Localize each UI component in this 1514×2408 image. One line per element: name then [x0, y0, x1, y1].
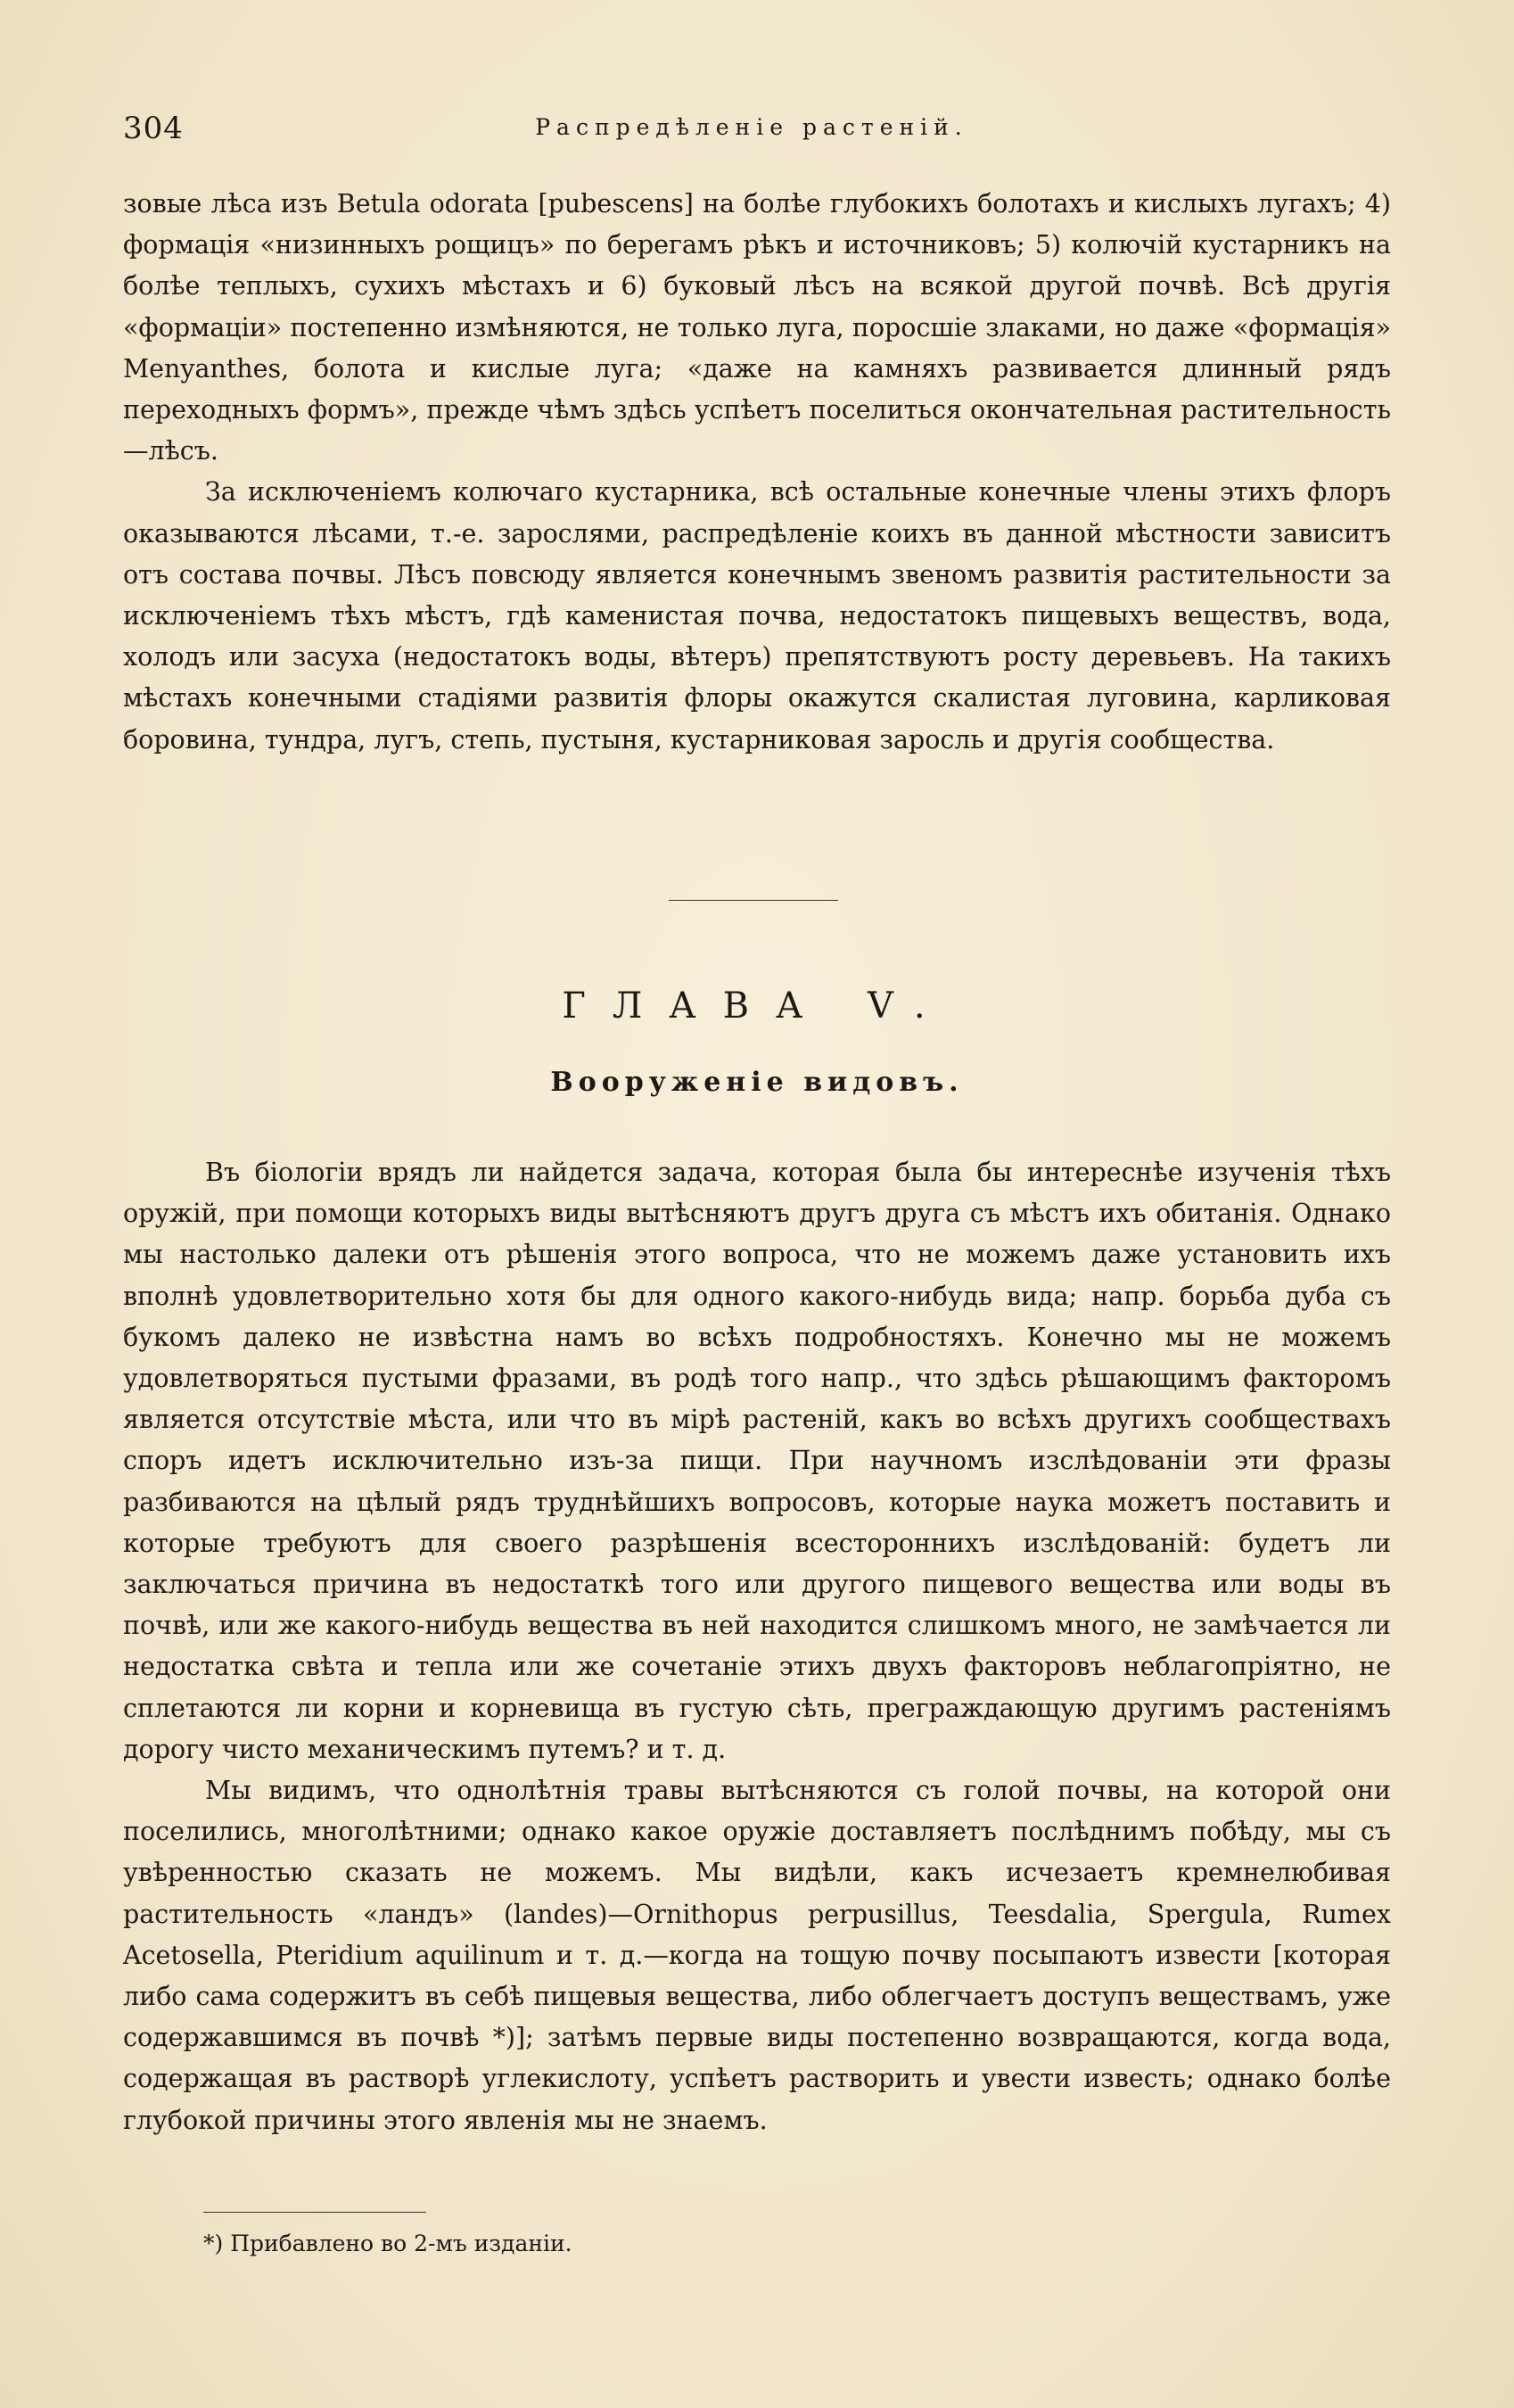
paragraph-continued: зовые лѣса изъ Betula odorata [pubescens] на болѣе глубокихъ болотахъ и кислыхъ лугахъ; 4) формація «низинныхъ рощицъ» по берегамъ рѣкъ и источниковъ; 5) колючій кустарникъ на болѣе теплыхъ, сухихъ мѣстахъ и 6) буковый лѣсъ на всякой другой почвѣ. Всѣ другія «формаціи» постепенно измѣняются, не только луга, поросшіе злаками, но даже «формація» Menyanthes, болота и кислые луга; «даже на камняхъ развивается длинный рядъ переходныхъ формъ», прежде чѣмъ здѣсь успѣетъ поселиться окончательная растительность—лѣсъ.	[123, 189, 1391, 466]
paragraph: Въ біологіи врядъ ли найдется задача, которая была бы интереснѣе изученія тѣхъ оружій, при помощи которыхъ виды вытѣсняютъ другъ друга съ мѣстъ ихъ обитанія. Однако мы настолько далеки отъ рѣшенія этого вопроса, что не можемъ даже установить ихъ вполнѣ удовлетворительно хотя бы для одного какого-нибудь вида; напр. борьба дуба съ букомъ далеко не извѣстна намъ во всѣхъ подробностяхъ. Конечно мы не можемъ удовлетворяться пустыми фразами, въ родѣ того напр., что здѣсь рѣшающимъ факторомъ является отсутствіе мѣста, или что въ мірѣ растеній, какъ во всѣхъ другихъ сообществахъ споръ идетъ исключительно изъ-за пищи. При научномъ изслѣдованіи эти фразы разбиваются на цѣлый рядъ труднѣйшихъ вопросовъ, которые наука можетъ поставить и которые требуютъ для своего разрѣшенія всестороннихъ изслѣдованій: будетъ ли заключаться причина въ недостаткѣ того или другого пищевого вещества или воды въ почвѣ, или же какого-нибудь вещества въ ней находится слишкомъ много, не замѣчается ли недостатка свѣта и тепла или же сочетаніе этихъ двухъ факторовъ неблагопріятно, не сплетаются ли корни и корневища въ густую сѣть, преграждающую другимъ растеніямъ дорогу чисто механическимъ путемъ? и т. д.	[123, 1158, 1391, 1764]
page-number: 304	[123, 111, 184, 146]
footnote: *) Прибавлено во 2-мъ изданіи.	[203, 2231, 572, 2256]
chapter-subtitle: Вооруженіе видовъ.	[550, 1067, 964, 1098]
chapter-heading: ГЛАВА V.	[562, 985, 952, 1027]
text-section-1	[123, 184, 1391, 761]
running-title: Распредѣленіе растеній.	[535, 114, 968, 140]
paragraph: Мы видимъ, что однолѣтнія травы вытѣсняются съ голой почвы, на которой они поселились, многолѣтними; однако какое оружіе доставляетъ послѣднимъ побѣду, мы съ увѣренностью сказать не можемъ. Мы видѣли, какъ исчезаетъ кремнелюбивая растительность «ландъ» (landes)—Ornithopus perpusillus, Teesdalia, Spergula, Rumex Acetosella, Pteridium aquilinum и т. д.—когда на тощую почву посыпаютъ извести [которая либо сама содержитъ въ себѣ пищевыя вещества, либо облегчаетъ доступъ веществамъ, уже содержавшимся въ почвѣ *)]; затѣмъ первые виды постепенно возвращаются, когда вода, содержащая въ растворѣ углекислоту, успѣетъ растворить и увести известь; однако болѣе глубокой причины этого явленія мы не знаемъ.	[123, 1776, 1391, 2135]
footnote-divider	[203, 2212, 426, 2213]
page-header	[123, 105, 1380, 150]
paragraph: За исключеніемъ колючаго кустарника, всѣ остальные конечные члены этихъ флоръ оказываются лѣсами, т.-е. зарослями, распредѣленіе коихъ въ данной мѣстности зависитъ отъ состава почвы. Лѣсъ повсюду является конечнымъ звеномъ развитія растительности за исключеніемъ тѣхъ мѣстъ, гдѣ каменистая почва, недостатокъ пищевыхъ веществъ, вода, холодъ или засуха (недостатокъ воды, вѣтеръ) препятствуютъ росту деревьевъ. На такихъ мѣстахъ конечными стадіями развитія флоры окажутся скалистая луговина, карликовая боровина, тундра, лугъ, степь, пустыня, кустарниковая заросль и другія сообщества.	[123, 477, 1391, 755]
section-divider	[669, 900, 838, 901]
text-section-2	[123, 1152, 1391, 2141]
